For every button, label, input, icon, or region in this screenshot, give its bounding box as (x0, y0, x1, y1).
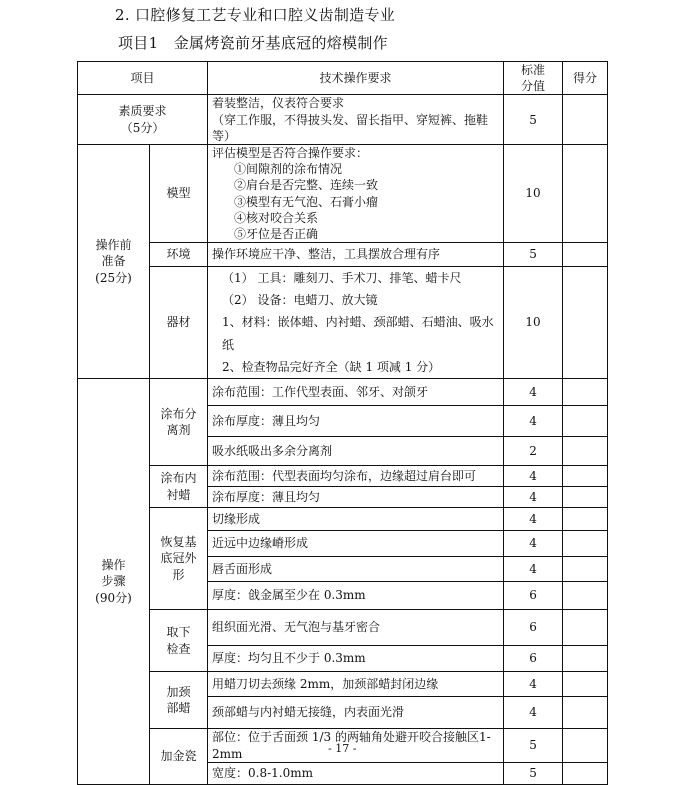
standard-score: 4 (504, 379, 563, 406)
standard-score: 4 (504, 487, 563, 508)
requirement-text: 厚度：均匀且不少于 0.3mm (208, 646, 504, 672)
table-row (78, 267, 608, 379)
section-procedure: 操作 步骤 (90分) (78, 379, 150, 785)
obtained-score-cell[interactable] (563, 379, 608, 406)
header-standard-score: 标准 分值 (504, 62, 563, 95)
subsection-porcelain: 加金瓷 (150, 729, 208, 785)
standard-score: 10 (504, 144, 563, 242)
standard-score: 6 (504, 582, 563, 610)
standard-score: 6 (504, 610, 563, 646)
header-item: 项目 (78, 62, 208, 95)
requirement-text: 厚度：戗金属至少在 0.3mm (208, 582, 504, 610)
scoring-table (77, 61, 608, 785)
section-heading: 2. 口腔修复工艺专业和口腔义齿制造专业 (115, 6, 396, 24)
subsection-liner-wax: 涂布内 衬蜡 (150, 466, 208, 508)
obtained-score-cell[interactable] (563, 763, 608, 785)
requirement-list: ①间隙剂的涂布情况 ②肩台是否完整、连续一致 ③模型有无气泡、石膏小瘤 ④核对咬合关系 ⑤牙位是否正确 (234, 162, 379, 241)
requirement-text: 用蜡刀切去颈缘 2mm，加颈部蜡封闭边缘 (208, 672, 504, 697)
requirement-text: 唇舌面形成 (208, 557, 504, 582)
standard-score: 4 (504, 466, 563, 487)
table-row (78, 243, 608, 267)
standard-score: 5 (504, 95, 563, 145)
standard-score: 4 (504, 672, 563, 697)
requirement-text: 吸水纸吸出多余分离剂 (208, 437, 504, 466)
section-preparation: 操作前 准备 (25分) (78, 144, 150, 378)
table-row (78, 672, 608, 697)
standard-score: 4 (504, 557, 563, 582)
obtained-score-cell[interactable] (563, 531, 608, 557)
standard-score: 2 (504, 437, 563, 466)
obtained-score-cell[interactable] (563, 557, 608, 582)
table-row (78, 95, 608, 145)
requirement-text: 评估模型是否符合操作要求： (212, 145, 369, 160)
table-row (78, 610, 608, 646)
requirement-text: 着装整洁，仪表符合要求 （穿工作服，不得披头发、留长指甲、穿短裤、拖鞋等） (208, 95, 504, 145)
standard-score: 5 (504, 763, 563, 785)
obtained-score-cell[interactable] (563, 610, 608, 646)
subsection-separator: 涂布分 离剂 (150, 379, 208, 466)
standard-score: 5 (504, 243, 563, 267)
subsection-cervical-wax: 加颈 部蜡 (150, 672, 208, 729)
subsection-equipment: 器材 (150, 267, 208, 379)
requirement-text: 1、材料：嵌体蜡、内衬蜡、颈部蜡、石蜡油、吸水纸 (222, 315, 494, 352)
obtained-score-cell[interactable] (563, 267, 608, 379)
requirement-text: （2） 设备：电蜡刀、放大镜 (222, 293, 378, 308)
subsection-remove-check: 取下 检查 (150, 610, 208, 672)
obtained-score-cell[interactable] (563, 697, 608, 729)
project-title: 项目1 金属烤瓷前牙基底冠的熔模制作 (118, 34, 388, 52)
obtained-score-cell[interactable] (563, 95, 608, 145)
obtained-score-cell[interactable] (563, 406, 608, 437)
table-header-row (78, 62, 608, 95)
section-quality: 素质要求 （5分） (78, 95, 208, 145)
obtained-score-cell[interactable] (563, 508, 608, 531)
requirement-text: 近远中边缘嵴形成 (208, 531, 504, 557)
standard-score: 4 (504, 406, 563, 437)
standard-score: 10 (504, 267, 563, 379)
obtained-score-cell[interactable] (563, 729, 608, 763)
table-row (78, 508, 608, 531)
obtained-score-cell[interactable] (563, 466, 608, 487)
obtained-score-cell[interactable] (563, 672, 608, 697)
standard-score: 4 (504, 531, 563, 557)
obtained-score-cell[interactable] (563, 487, 608, 508)
requirement-text: 涂布厚度：薄且均匀 (208, 487, 504, 508)
requirement-text: 涂布范围：工作代型表面、邻牙、对颌牙 (208, 379, 504, 406)
obtained-score-cell[interactable] (563, 582, 608, 610)
requirement-text: 组织面光滑、无气泡与基牙密合 (208, 610, 504, 646)
requirement-text: （1） 工具：雕刻刀、手术刀、排笔、蜡卡尺 (222, 271, 462, 286)
obtained-score-cell[interactable] (563, 243, 608, 267)
header-obtained-score: 得分 (563, 62, 608, 95)
page-number: - 17 - (328, 742, 357, 755)
requirement-text: 切缘形成 (208, 508, 504, 531)
header-requirement: 技术操作要求 (208, 62, 504, 95)
table-row (78, 379, 608, 406)
table-row (78, 466, 608, 487)
obtained-score-cell[interactable] (563, 646, 608, 672)
requirement-text: 涂布范围：代型表面均匀涂布，边缘超过肩台即可 (208, 466, 504, 487)
requirement-text: 操作环境应干净、整洁，工具摆放合理有序 (208, 243, 504, 267)
table-row (78, 144, 608, 242)
standard-score: 4 (504, 508, 563, 531)
standard-score: 5 (504, 729, 563, 763)
subsection-environment: 环境 (150, 243, 208, 267)
requirement-text: 宽度：0.8-1.0mm (208, 763, 504, 785)
obtained-score-cell[interactable] (563, 144, 608, 242)
requirement-text: 部位：位于舌面颈 1/3 的两轴角处避开咬合接触区1-2mm (208, 729, 504, 763)
standard-score: 6 (504, 646, 563, 672)
obtained-score-cell[interactable] (563, 437, 608, 466)
standard-score: 4 (504, 697, 563, 729)
requirement-text: 颈部蜡与内衬蜡无接缝，内表面光滑 (208, 697, 504, 729)
subsection-coping-shape: 恢复基 底冠外 形 (150, 508, 208, 610)
requirement-text: 涂布厚度：薄且均匀 (208, 406, 504, 437)
requirement-text: 2、检查物品完好齐全（缺 1 项减 1 分） (222, 359, 441, 374)
subsection-model: 模型 (150, 144, 208, 242)
